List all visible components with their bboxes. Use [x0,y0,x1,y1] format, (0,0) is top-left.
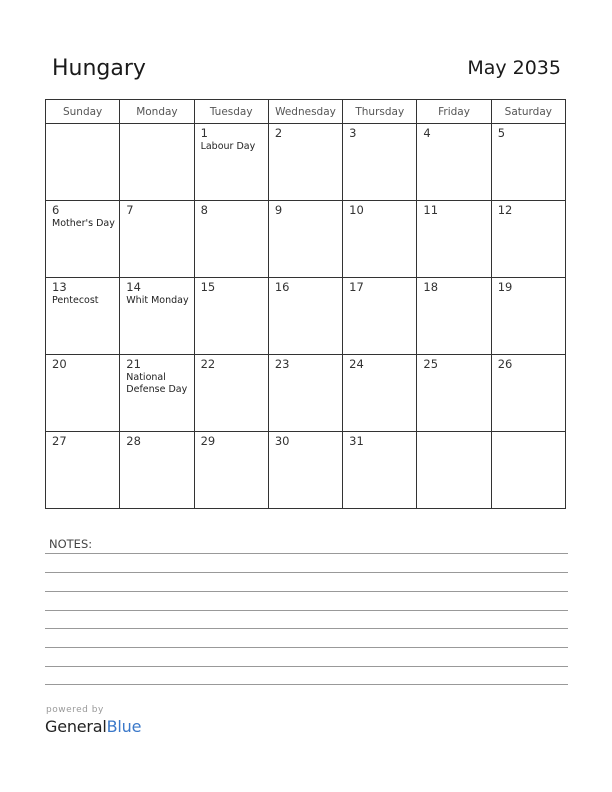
day-cell [343,278,417,355]
day-number: 14 [126,280,141,294]
day-cell [417,124,491,201]
note-line [45,628,568,629]
powered-by-text: powered by [46,705,104,715]
note-line [45,572,568,573]
day-cell [120,278,194,355]
day-cell [120,201,194,278]
weekday-thursday: Thursday [343,100,417,124]
generalblue-branding [45,705,141,736]
week-row [46,201,566,278]
note-line [45,684,568,685]
day-cell [417,355,491,432]
day-number: 6 [52,203,60,217]
weekday-monday: Monday [120,100,194,124]
day-cell [491,124,565,201]
week-row [46,355,566,432]
logo-general-text: General [45,717,107,736]
note-line [45,610,568,611]
week-row [46,278,566,355]
note-line [45,666,568,667]
day-cell [343,201,417,278]
day-cell [120,355,194,432]
day-cell [417,432,491,509]
day-number: 15 [200,280,216,294]
holiday-label: Mother's Day [52,218,115,229]
day-number: 25 [423,357,439,371]
day-number: 2 [274,126,283,140]
holiday-label: Whit Monday [126,295,189,306]
weekday-friday: Friday [417,100,491,124]
day-cell [268,432,342,509]
day-number: 17 [349,280,364,294]
day-cell [46,201,120,278]
day-cell [491,201,565,278]
day-cell [491,355,565,432]
day-number: 7 [126,203,134,217]
day-number: 18 [423,280,439,294]
day-cell [194,201,268,278]
holiday-label: Labour Day [200,141,256,152]
day-number: 26 [497,357,513,371]
calendar-grid [45,99,566,509]
day-cell [194,278,268,355]
day-number: 10 [349,203,364,217]
day-number: 31 [349,434,364,448]
day-cell [120,432,194,509]
note-line [45,647,568,648]
day-number: 20 [52,357,67,371]
day-cell [46,124,120,201]
day-number: 11 [423,203,439,217]
day-number: 23 [274,357,290,371]
day-cell [194,124,268,201]
day-cell [46,355,120,432]
weekday-wednesday: Wednesday [268,100,342,124]
day-number: 12 [497,203,513,217]
day-cell [343,124,417,201]
day-number: 13 [52,280,67,294]
holiday-label: Pentecost [52,295,99,306]
day-number: 16 [274,280,290,294]
day-number: 21 [126,357,141,371]
day-cell [120,124,194,201]
holiday-label: National Defense Day [126,372,188,395]
country-title: Hungary [52,56,146,81]
day-number: 3 [349,126,357,140]
day-number: 22 [200,357,216,371]
note-line [45,591,568,592]
logo-blue-text: Blue [106,717,142,736]
day-cell [268,278,342,355]
day-cell [343,355,417,432]
day-cell [268,124,342,201]
day-cell [268,201,342,278]
notes-label: NOTES: [49,537,93,551]
weekday-saturday: Saturday [491,100,565,124]
day-cell [343,432,417,509]
day-number: 24 [349,357,364,371]
day-number: 4 [423,126,431,140]
day-number: 1 [200,126,208,140]
day-cell [194,432,268,509]
day-cell [491,432,565,509]
day-cell [417,201,491,278]
note-line [45,553,568,554]
day-number: 27 [52,434,67,448]
day-number: 8 [200,203,208,217]
day-number: 9 [274,203,283,217]
weekday-tuesday: Tuesday [194,100,268,124]
week-row [46,432,566,509]
day-cell [417,278,491,355]
month-year-label: May 2035 [467,57,561,79]
day-number: 30 [274,434,290,448]
week-row [46,124,566,201]
day-number: 5 [497,126,506,140]
day-number: 29 [200,434,216,448]
day-cell [194,355,268,432]
weekday-sunday: Sunday [46,100,120,124]
day-cell [46,278,120,355]
day-number: 19 [497,280,513,294]
day-cell [491,278,565,355]
day-cell [268,355,342,432]
day-number: 28 [126,434,141,448]
generalblue-logo [45,717,141,736]
weekday-header-row [46,100,566,124]
day-cell [46,432,120,509]
